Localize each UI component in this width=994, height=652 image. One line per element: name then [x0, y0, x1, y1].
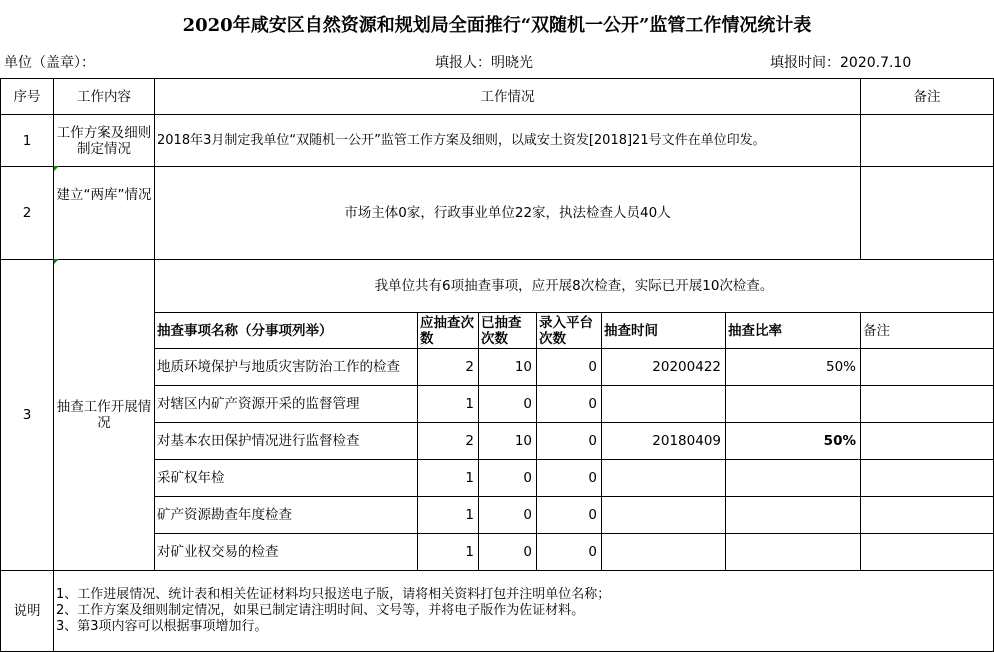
item-1-entered: 0 [536, 348, 602, 386]
row-2-status: 市场主体0家，行政事业单位22家，执法检查人员40人 [154, 166, 861, 260]
item-6-time [601, 533, 726, 571]
comment-marker-icon [54, 166, 59, 171]
item-3-name: 对基本农田保护情况进行监督检查 [154, 422, 418, 460]
unit-label: 单位（盖章）： [4, 54, 95, 71]
item-2-name: 对辖区内矿产资源开采的监督管理 [154, 385, 418, 423]
item-5-name: 矿产资源勘查年度检查 [154, 496, 418, 534]
item-5-entered: 0 [536, 496, 602, 534]
row-1-content: 工作方案及细则制定情况 [53, 114, 155, 167]
sub-header-ratio: 抽查比率 [725, 312, 861, 349]
header-status: 工作情况 [154, 78, 861, 115]
item-6-done: 0 [478, 533, 537, 571]
item-5-should: 1 [417, 496, 479, 534]
item-5-ratio [725, 496, 861, 534]
sub-header-should: 应抽查次数 [417, 312, 479, 349]
filler-label: 填报人：明晓光 [435, 54, 533, 71]
item-4-should: 1 [417, 459, 479, 497]
item-4-name: 采矿权年检 [154, 459, 418, 497]
item-4-time [601, 459, 726, 497]
row-2-content: 建立“两库”情况 [53, 166, 155, 260]
item-6-name: 对矿业权交易的检查 [154, 533, 418, 571]
item-4-entered: 0 [536, 459, 602, 497]
item-1-should: 2 [417, 348, 479, 386]
time-label: 填报时间：2020.7.10 [770, 54, 912, 71]
notes-body [53, 570, 994, 652]
item-1-done: 10 [478, 348, 537, 386]
item-4-remark [860, 459, 994, 497]
item-3-entered: 0 [536, 422, 602, 460]
item-5-remark [860, 496, 994, 534]
sub-header-remark: 备注 [860, 312, 994, 349]
item-5-time [601, 496, 726, 534]
sub-header-name: 抽查事项名称（分事项列举） [154, 312, 418, 349]
item-3-remark [860, 422, 994, 460]
item-1-remark [860, 348, 994, 386]
note-line-2: 2、工作方案及细则制定情况，如果已制定请注明时间、文号等，并将电子版作为佐证材料。 [56, 603, 585, 618]
page-title: 2020年咸安区自然资源和规划局全面推行“双随机一公开”监管工作情况统计表 [182, 15, 812, 36]
item-4-done: 0 [478, 459, 537, 497]
item-2-should: 1 [417, 385, 479, 423]
header-content: 工作内容 [53, 78, 155, 115]
item-3-done: 10 [478, 422, 537, 460]
item-3-time: 20180409 [601, 422, 726, 460]
note-line-1: 1、工作进展情况、统计表和相关佐证材料均只报送电子版，请将相关资料打包并注明单位名称； [56, 587, 611, 602]
row-1-remark [860, 114, 994, 167]
row-3-summary: 我单位共有6项抽查事项，应开展8次检查，实际已开展10次检查。 [154, 259, 994, 313]
item-3-ratio: 50% [725, 422, 861, 460]
row-3-no: 3 [0, 259, 54, 571]
header-no: 序号 [0, 78, 54, 115]
sub-header-time: 抽查时间 [601, 312, 726, 349]
note-line-3: 3、第3项内容可以根据事项增加行。 [56, 619, 268, 634]
item-2-done: 0 [478, 385, 537, 423]
notes-label: 说明 [0, 570, 54, 652]
row-2-remark [860, 166, 994, 260]
item-6-ratio [725, 533, 861, 571]
sub-header-entered: 录入平台次数 [536, 312, 602, 349]
comment-marker-icon [54, 259, 59, 264]
item-3-should: 2 [417, 422, 479, 460]
item-1-name: 地质环境保护与地质灾害防治工作的检查 [154, 348, 418, 386]
item-2-remark [860, 385, 994, 423]
item-6-should: 1 [417, 533, 479, 571]
row-3-content: 抽查工作开展情况 [53, 259, 155, 571]
item-6-remark [860, 533, 994, 571]
item-2-ratio [725, 385, 861, 423]
item-1-ratio: 50% [725, 348, 861, 386]
item-4-ratio [725, 459, 861, 497]
item-6-entered: 0 [536, 533, 602, 571]
row-1-no: 1 [0, 114, 54, 167]
sub-header-done: 已抽查次数 [478, 312, 537, 349]
item-2-entered: 0 [536, 385, 602, 423]
item-5-done: 0 [478, 496, 537, 534]
row-2-no: 2 [0, 166, 54, 260]
item-2-time [601, 385, 726, 423]
header-remark: 备注 [860, 78, 994, 115]
row-1-status: 2018年3月制定我单位“双随机一公开”监管工作方案及细则，以咸安土资发[2018]21号文件在单位印发。 [154, 114, 861, 167]
item-1-time: 20200422 [601, 348, 726, 386]
